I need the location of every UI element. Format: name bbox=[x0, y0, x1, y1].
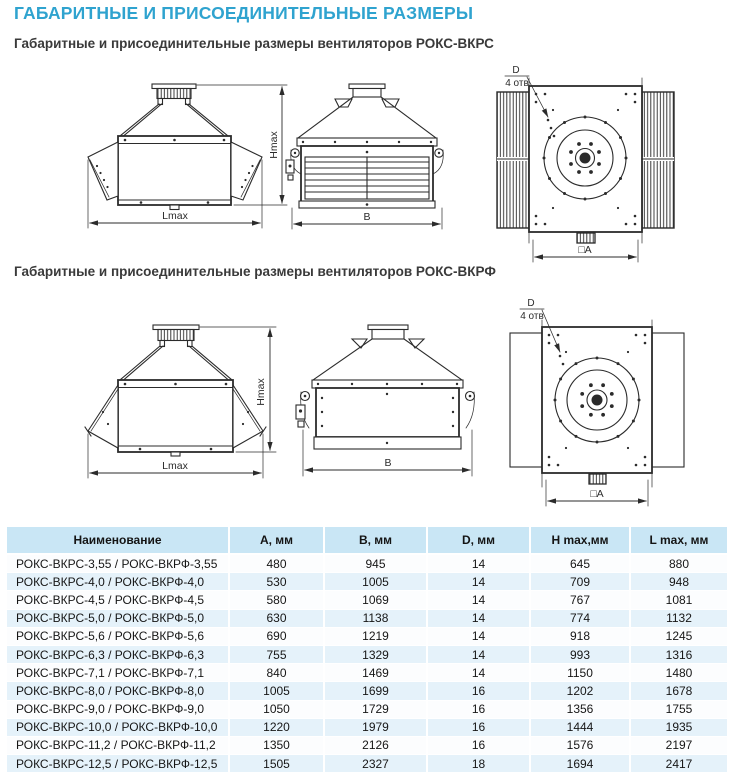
dim-label-hmax: Hmax bbox=[255, 378, 267, 406]
dim-label-lmax: Lmax bbox=[162, 210, 188, 222]
dim-label-holes: 4 отв bbox=[520, 311, 544, 322]
table-row bbox=[7, 591, 727, 609]
dimension-value-cell: 1469 bbox=[324, 664, 427, 682]
dimension-value-cell: 645 bbox=[530, 554, 630, 573]
dimensions-table bbox=[7, 527, 727, 773]
model-name-cell: РОКС-ВКРС-10,0 / РОКС-ВКРФ-10,0 bbox=[7, 718, 229, 736]
drawing-vkrf-top-view bbox=[510, 298, 684, 506]
dimension-value-cell: 1081 bbox=[630, 591, 727, 609]
dimension-value-cell: 18 bbox=[427, 755, 530, 773]
column-header: L max, мм bbox=[630, 527, 727, 554]
dimensions-table-wrap bbox=[7, 527, 727, 773]
column-header: D, мм bbox=[427, 527, 530, 554]
dimension-value-cell: 1444 bbox=[530, 718, 630, 736]
dimension-value-cell: 14 bbox=[427, 573, 530, 591]
drawing-vkrf-side-view bbox=[296, 325, 475, 476]
model-name-cell: РОКС-ВКРС-7,1 / РОКС-ВКРФ-7,1 bbox=[7, 664, 229, 682]
dimension-value-cell: 16 bbox=[427, 700, 530, 718]
dimension-value-cell: 580 bbox=[229, 591, 324, 609]
dimension-value-cell: 1050 bbox=[229, 700, 324, 718]
dimension-value-cell: 16 bbox=[427, 682, 530, 700]
dimension-value-cell: 1069 bbox=[324, 591, 427, 609]
dim-label-d: D bbox=[512, 65, 520, 76]
dimension-value-cell: 14 bbox=[427, 609, 530, 627]
dim-label-holes: 4 отв bbox=[505, 78, 529, 89]
dimension-value-cell: 14 bbox=[427, 664, 530, 682]
model-name-cell: РОКС-ВКРС-12,5 / РОКС-ВКРФ-12,5 bbox=[7, 755, 229, 773]
dimension-value-cell: 1755 bbox=[630, 700, 727, 718]
dim-label-lmax: Lmax bbox=[162, 460, 188, 472]
column-header: В, мм bbox=[324, 527, 427, 554]
model-name-cell: РОКС-ВКРС-11,2 / РОКС-ВКРФ-11,2 bbox=[7, 736, 229, 754]
dimension-value-cell: 709 bbox=[530, 573, 630, 591]
table-row bbox=[7, 573, 727, 591]
dimension-value-cell: 1729 bbox=[324, 700, 427, 718]
dimension-value-cell: 1245 bbox=[630, 627, 727, 645]
table-row bbox=[7, 627, 727, 645]
dimension-value-cell: 16 bbox=[427, 736, 530, 754]
dimension-value-cell: 1329 bbox=[324, 645, 427, 663]
dimension-value-cell: 14 bbox=[427, 591, 530, 609]
section2-heading: Габаритные и присоединительные размеры вентиляторов РОКС-ВКРФ bbox=[14, 264, 496, 279]
dimension-value-cell: 948 bbox=[630, 573, 727, 591]
dimension-value-cell: 1480 bbox=[630, 664, 727, 682]
table-row bbox=[7, 554, 727, 573]
dim-label-b: B bbox=[363, 211, 371, 223]
dimension-value-cell: 1219 bbox=[324, 627, 427, 645]
dimension-value-cell: 1576 bbox=[530, 736, 630, 754]
dimension-value-cell: 480 bbox=[229, 554, 324, 573]
model-name-cell: РОКС-ВКРС-4,0 / РОКС-ВКРФ-4,0 bbox=[7, 573, 229, 591]
dimension-value-cell: 840 bbox=[229, 664, 324, 682]
dimension-value-cell: 14 bbox=[427, 645, 530, 663]
dimension-value-cell: 1678 bbox=[630, 682, 727, 700]
dimension-value-cell: 993 bbox=[530, 645, 630, 663]
dim-label-d: D bbox=[527, 298, 535, 309]
dimension-value-cell: 945 bbox=[324, 554, 427, 573]
section1-heading: Габаритные и присоединительные размеры вентиляторов РОКС-ВКРС bbox=[14, 36, 494, 51]
model-name-cell: РОКС-ВКРС-4,5 / РОКС-ВКРФ-4,5 bbox=[7, 591, 229, 609]
table-row bbox=[7, 718, 727, 736]
dimension-value-cell: 1220 bbox=[229, 718, 324, 736]
table-row bbox=[7, 700, 727, 718]
drawing-vkrs-side-view bbox=[286, 84, 443, 229]
drawing-vkrs-top-view bbox=[497, 65, 674, 262]
dimension-value-cell: 1935 bbox=[630, 718, 727, 736]
dimension-value-cell: 630 bbox=[229, 609, 324, 627]
dimension-value-cell: 14 bbox=[427, 627, 530, 645]
dimension-value-cell: 774 bbox=[530, 609, 630, 627]
model-name-cell: РОКС-ВКРС-3,55 / РОКС-ВКРФ-3,55 bbox=[7, 554, 229, 573]
model-name-cell: РОКС-ВКРС-5,0 / РОКС-ВКРФ-5,0 bbox=[7, 609, 229, 627]
page-title: ГАБАРИТНЫЕ И ПРИСОЕДИНИТЕЛЬНЫЕ РАЗМЕРЫ bbox=[14, 3, 474, 23]
dimension-value-cell: 2327 bbox=[324, 755, 427, 773]
dim-label-hmax: Hmax bbox=[268, 131, 280, 159]
model-name-cell: РОКС-ВКРС-9,0 / РОКС-ВКРФ-9,0 bbox=[7, 700, 229, 718]
dimension-value-cell: 690 bbox=[229, 627, 324, 645]
table-row bbox=[7, 682, 727, 700]
dimension-value-cell: 530 bbox=[229, 573, 324, 591]
dimension-value-cell: 880 bbox=[630, 554, 727, 573]
model-name-cell: РОКС-ВКРС-8,0 / РОКС-ВКРФ-8,0 bbox=[7, 682, 229, 700]
table-row bbox=[7, 736, 727, 754]
dim-label-square-a: □A bbox=[578, 244, 592, 256]
drawings-vkrf bbox=[0, 288, 734, 525]
dimension-value-cell: 918 bbox=[530, 627, 630, 645]
dimension-value-cell: 1150 bbox=[530, 664, 630, 682]
table-row bbox=[7, 755, 727, 773]
dimension-value-cell: 1505 bbox=[229, 755, 324, 773]
drawings-vkrs bbox=[0, 56, 734, 268]
dimension-value-cell: 1202 bbox=[530, 682, 630, 700]
dimension-value-cell: 755 bbox=[229, 645, 324, 663]
dimension-value-cell: 2197 bbox=[630, 736, 727, 754]
dimension-value-cell: 1132 bbox=[630, 609, 727, 627]
table-row bbox=[7, 645, 727, 663]
dimension-value-cell: 16 bbox=[427, 718, 530, 736]
dimension-value-cell: 1138 bbox=[324, 609, 427, 627]
dimension-value-cell: 1979 bbox=[324, 718, 427, 736]
dim-label-b: B bbox=[384, 457, 392, 469]
table-row bbox=[7, 609, 727, 627]
dimension-value-cell: 1356 bbox=[530, 700, 630, 718]
dimension-value-cell: 1350 bbox=[229, 736, 324, 754]
column-header: А, мм bbox=[229, 527, 324, 554]
dimension-value-cell: 2417 bbox=[630, 755, 727, 773]
drawing-vkrs-front-view bbox=[88, 84, 287, 228]
dimension-value-cell: 14 bbox=[427, 554, 530, 573]
dimension-value-cell: 1005 bbox=[324, 573, 427, 591]
column-header: Наименование bbox=[7, 527, 229, 554]
model-name-cell: РОКС-ВКРС-6,3 / РОКС-ВКРФ-6,3 bbox=[7, 645, 229, 663]
table-header-row bbox=[7, 527, 727, 554]
dimension-value-cell: 1005 bbox=[229, 682, 324, 700]
table-row bbox=[7, 664, 727, 682]
model-name-cell: РОКС-ВКРС-5,6 / РОКС-ВКРФ-5,6 bbox=[7, 627, 229, 645]
dimension-value-cell: 1699 bbox=[324, 682, 427, 700]
dimension-value-cell: 767 bbox=[530, 591, 630, 609]
drawing-vkrf-front-view bbox=[85, 325, 276, 478]
dimension-value-cell: 1316 bbox=[630, 645, 727, 663]
dimension-value-cell: 2126 bbox=[324, 736, 427, 754]
dim-label-square-a: □A bbox=[590, 488, 604, 500]
column-header: Н max,мм bbox=[530, 527, 630, 554]
dimension-value-cell: 1694 bbox=[530, 755, 630, 773]
